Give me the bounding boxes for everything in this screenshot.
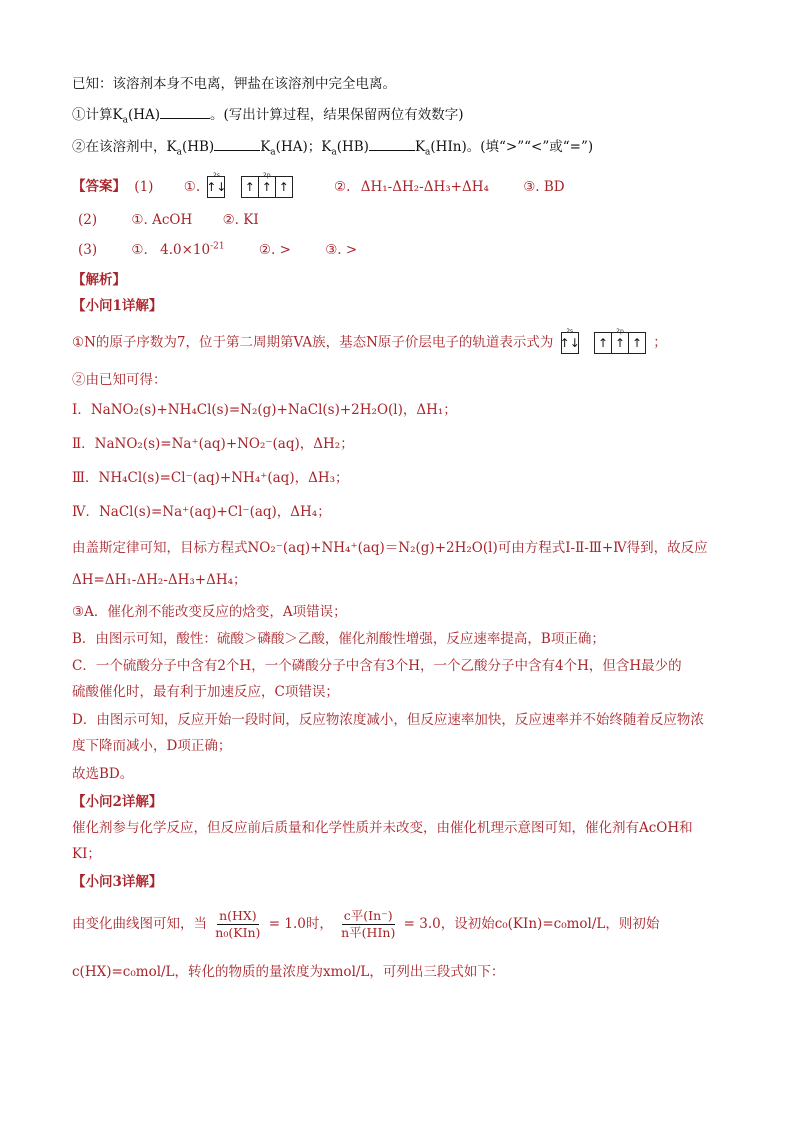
- answer-3a-label: ①.: [131, 242, 148, 258]
- answer-blank[interactable]: [160, 104, 210, 119]
- fraction-n-ratio: $\frac{n(HX)}{\text{n₀(KIn)}}$: [215, 908, 261, 940]
- equation-1: Ⅰ．NaNO₂(s)+NH₄Cl(s)=N₂(g)+NaCl(s)+2H₂O(l)，ΔH₁；: [72, 402, 457, 418]
- orbital-2p: 2p ↑ ↑ ↑: [241, 176, 293, 198]
- arrow-up-icon: ↑: [278, 180, 289, 194]
- answer-3a-value: 4.0×10: [160, 242, 211, 258]
- sub-question-2-heading: 【小问2详解】: [72, 794, 163, 810]
- answer-row-2: [72, 210, 259, 230]
- answer-row-1: [72, 172, 565, 198]
- analysis-3-line-1: 由变化曲线图可知，当 $\frac{n(HX)}{\text{n₀(KIn)}}$ = 1.0时， $\frac{\text{c平(In⁻)}}{\text{n平(HIn)}}$ = 3.0，设初始c₀(KIn)=c₀mol/L，则初始: [72, 908, 660, 940]
- hess-line-2: ΔH=ΔH₁-ΔH₂-ΔH₃+ΔH₄；: [72, 572, 247, 588]
- arrow-up-icon: ↑: [612, 333, 629, 353]
- equation-3: Ⅲ．NH₄Cl(s)=Cl⁻(aq)+NH₄⁺(aq)，ΔH₃；: [72, 470, 349, 486]
- equation-4: Ⅳ．NaCl(s)=Na⁺(aq)+Cl⁻(aq)，ΔH₄；: [72, 504, 331, 520]
- answer-part-3: (3): [78, 242, 98, 258]
- answer-3b: ②. >: [258, 242, 291, 258]
- hess-line-1: 由盖斯定律可知，目标方程式NO₂⁻(aq)+NH₄⁺(aq)＝N₂(g)+2H₂O(l)可由方程式Ⅰ-Ⅱ-Ⅲ+Ⅳ得到，故反应: [72, 540, 708, 556]
- q1-mid: (HA): [127, 107, 161, 123]
- answer-2b: ②. KI: [222, 212, 259, 228]
- analysis-label: 【解析】: [72, 272, 126, 288]
- sub-question-1-heading: 【小问1详解】: [72, 298, 163, 314]
- analysis-2-line-1: 催化剂参与化学反应，但反应前后质量和化学性质并未改变，由催化机理示意图可知，催化剂有AcOH和: [72, 820, 693, 836]
- q1-pre: ①计算K: [72, 107, 123, 123]
- answer-1b-value: ΔH₁-ΔH₂-ΔH₃+ΔH₄: [360, 178, 489, 195]
- answer-part-1: (1): [134, 178, 154, 195]
- known-text: 已知：该溶剂本身不电离，钾盐在该溶剂中完全电离。: [72, 76, 396, 92]
- option-d-line-2: 度下降而减小，D项正确；: [72, 738, 232, 754]
- answer-1a-label: ①.: [183, 178, 201, 195]
- orbital-2s: 2s ↑↓: [207, 176, 225, 198]
- q1-post: 。(写出计算过程，结果保留两位有效数字): [210, 107, 464, 123]
- arrow-up-icon: ↑: [242, 177, 259, 197]
- answer-part-2: (2): [78, 212, 98, 228]
- sub-question-3-heading: 【小问3详解】: [72, 874, 163, 890]
- answer-row-3: [72, 240, 357, 260]
- arrow-pair-icon: ↑↓: [206, 180, 227, 194]
- option-b: B．由图示可知，酸性：硫酸＞磷酸＞乙酸，催化剂酸性增强，反应速率提高，B项正确；: [72, 631, 605, 647]
- question-1: ①计算$K_a(HA)$ 。(写出计算过程，结果保留两位有效数字): [72, 104, 464, 125]
- fraction-c-ratio: $\frac{\text{c平(In⁻)}}{\text{n平(HIn)}}$: [341, 908, 396, 940]
- answer-2a: ①. AcOH: [131, 212, 193, 228]
- analysis-1-line-2: ②由已知可得：: [72, 372, 167, 388]
- analysis-3-line-2: c(HX)=c₀mol/L，转化的物质的量浓度为xmol/L，可列出三段式如下：: [72, 964, 505, 980]
- choose-answer: 故选BD。: [72, 766, 134, 782]
- arrow-pair-icon: ↑↓: [559, 336, 580, 350]
- q2-c: (HB): [336, 139, 369, 155]
- q2-pre: ②在该溶剂中，K: [72, 139, 177, 155]
- q2-b: (HA)；K: [275, 139, 332, 155]
- answer-blank[interactable]: [214, 136, 260, 151]
- analysis-1-line-1: ①N的原子序数为7，位于第二周期第VA族，基态N原子价层电子的轨道表示式为 2s ↑↓ 2p ↑ ↑ ↑ ；: [72, 332, 667, 354]
- analysis-2-line-2: KI；: [72, 846, 101, 862]
- answer-3a-exp: -21: [210, 241, 225, 252]
- answer-blank[interactable]: [369, 136, 415, 151]
- answer-3c: ③. >: [325, 242, 358, 258]
- arrow-up-icon: ↑: [595, 333, 612, 353]
- answer-1c: ③. BD: [523, 178, 565, 195]
- equation-2: Ⅱ．NaNO₂(s)=Na⁺(aq)+NO₂⁻(aq)，ΔH₂；: [72, 436, 354, 452]
- answer-1b-label: ②.: [334, 178, 351, 195]
- option-c-line-1: C．一个硫酸分子中含有2个H，一个磷酸分子中含有3个H，一个乙酸分子中含有4个H，但含H最少的: [72, 658, 682, 674]
- option-a: ③A．催化剂不能改变反应的焓变，A项错误；: [72, 604, 347, 620]
- question-2: ②在该溶剂中，$K_a(HB)$ $K_a(HA)$；$K_a(HB)$ $K_a(HIn)$。(填“>”“<”或“=”): [72, 136, 593, 157]
- answer-label: 【答案】: [72, 178, 126, 195]
- q2-a: (HB): [181, 139, 215, 155]
- arrow-up-icon: ↑: [631, 336, 643, 350]
- q2-d: (HIn)。(填“>”“<”或“=”): [430, 139, 594, 155]
- orbital-2s: 2s ↑↓: [561, 332, 579, 354]
- orbital-2p: 2p ↑ ↑ ↑: [594, 332, 646, 354]
- option-c-line-2: 硫酸催化时，最有利于加速反应，C项错误；: [72, 684, 339, 700]
- arrow-up-icon: ↑: [259, 177, 276, 197]
- option-d-line-1: D．由图示可知，反应开始一段时间，反应物浓度减小，但反应速率加快，反应速率并不始终随着反应物浓: [72, 712, 704, 728]
